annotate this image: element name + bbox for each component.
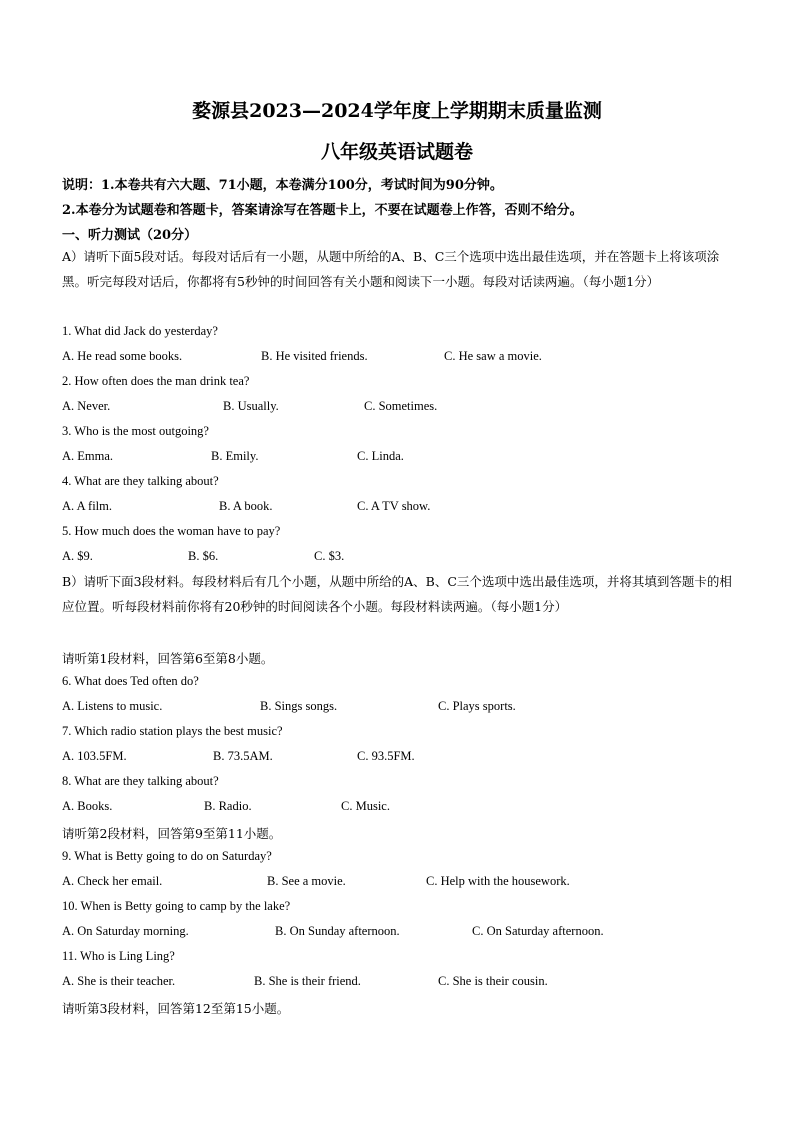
- q1-option-c: C. He saw a movie.: [444, 349, 542, 363]
- q2-option-a: A. Never.: [62, 399, 111, 413]
- q2-option-b: B. Usually.: [223, 399, 279, 413]
- q6-option-c: C. Plays sports.: [438, 699, 516, 713]
- q3-option-c: C. Linda.: [357, 449, 404, 463]
- q11-option-c: C. She is their cousin.: [438, 974, 548, 988]
- question-3: 3. Who is the most outgoing?: [62, 424, 209, 438]
- question-7: 7. Which radio station plays the best music?: [62, 724, 283, 738]
- q1-option-a: A. He read some books.: [62, 349, 183, 363]
- question-9: 9. What is Betty going to do on Saturday?: [62, 849, 272, 863]
- q2-option-c: C. Sometimes.: [364, 399, 438, 413]
- q10-option-c: C. On Saturday afternoon.: [472, 924, 604, 938]
- note-1: 说明：1.本卷共有六大题、71小题，本卷满分100分，考试时间为90分钟。: [62, 178, 503, 193]
- q3-option-b: B. Emily.: [211, 449, 259, 463]
- section-heading: 一、听力测试（20分）: [62, 228, 198, 243]
- question-11: 11. Who is Ling Ling?: [62, 949, 175, 963]
- q11-option-a: A. She is their teacher.: [62, 974, 176, 988]
- question-2: 2. How often does the man drink tea?: [62, 374, 250, 388]
- question-4: 4. What are they talking about?: [62, 474, 219, 488]
- q9-option-c: C. Help with the housework.: [426, 874, 570, 888]
- material-2-instruction: 请听第2段材料，回答第9至第11小题。: [62, 826, 282, 841]
- exam-title: 婺源县2023—2024学年度上学期期末质量监测: [192, 100, 602, 122]
- material-3-instruction: 请听第3段材料，回答第12至第15小题。: [62, 1001, 290, 1016]
- q11-option-b: B. She is their friend.: [254, 974, 361, 988]
- q8-option-b: B. Radio.: [204, 799, 252, 813]
- q7-option-c: C. 93.5FM.: [357, 749, 415, 763]
- q5-option-b: B. $6.: [188, 549, 219, 563]
- q5-option-c: C. $3.: [314, 549, 345, 563]
- question-6: 6. What does Ted often do?: [62, 674, 199, 688]
- note-2: 2.本卷分为试题卷和答题卡，答案请涂写在答题卡上，不要在试题卷上作答，否则不给分。: [62, 203, 583, 218]
- q6-option-a: A. Listens to music.: [62, 699, 163, 713]
- q9-option-b: B. See a movie.: [267, 874, 346, 888]
- q4-option-a: A. A film.: [62, 499, 113, 513]
- q1-option-b: B. He visited friends.: [261, 349, 368, 363]
- q4-option-c: C. A TV show.: [357, 499, 431, 513]
- question-5: 5. How much does the woman have to pay?: [62, 524, 281, 538]
- q4-option-b: B. A book.: [219, 499, 273, 513]
- q8-option-a: A. Books.: [62, 799, 113, 813]
- question-1: 1. What did Jack do yesterday?: [62, 324, 218, 338]
- question-8: 8. What are they talking about?: [62, 774, 219, 788]
- part-a-instructions: A）请听下面5段对话。每段对话后有一小题，从题中所给的A、B、C三个选项中选出最佳选项，并在答题卡上将该项涂黑。听完每段对话后，你都将有5秒钟的时间回答有关小题和阅读下一小题。每段对话读两遍。（每小题1分）: [62, 249, 720, 289]
- q7-option-b: B. 73.5AM.: [213, 749, 273, 763]
- q3-option-a: A. Emma.: [62, 449, 114, 463]
- q10-option-a: A. On Saturday morning.: [62, 924, 189, 938]
- q5-option-a: A. $9.: [62, 549, 93, 563]
- q10-option-b: B. On Sunday afternoon.: [275, 924, 400, 938]
- q8-option-c: C. Music.: [341, 799, 390, 813]
- part-b-instructions: B）请听下面3段材料。每段材料后有几个小题，从题中所给的A、B、C三个选项中选出最佳选项，并将其填到答题卡的相应位置。听每段材料前你将有20秒钟的时间阅读各个小题。每段材料读两遍。（每小题1分）: [62, 574, 732, 614]
- material-1-instruction: 请听第1段材料，回答第6至第8小题。: [62, 651, 274, 666]
- q6-option-b: B. Sings songs.: [260, 699, 338, 713]
- exam-subtitle: 八年级英语试题卷: [320, 141, 473, 163]
- question-10: 10. When is Betty going to camp by the lake?: [62, 899, 291, 913]
- q7-option-a: A. 103.5FM.: [62, 749, 127, 763]
- q9-option-a: A. Check her email.: [62, 874, 163, 888]
